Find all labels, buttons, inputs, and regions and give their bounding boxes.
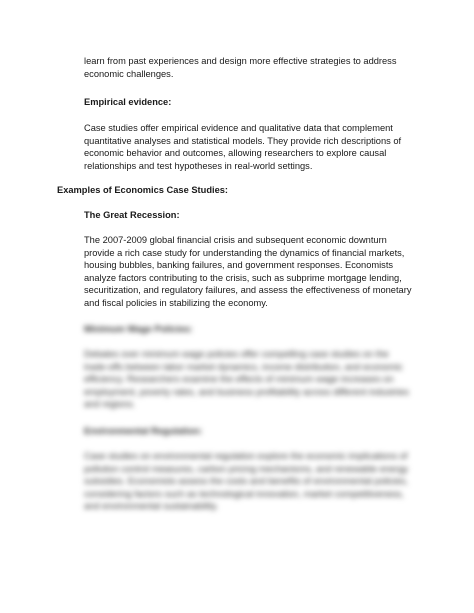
great-recession-heading: The Great Recession: — [84, 210, 180, 220]
environmental-regulation-heading: Environmental Regulation: — [84, 426, 203, 436]
minimum-wage-paragraph: Debates over minimum wage policies offer compelling case studies on the trade-offs between labor market dynamics, income distribution, and economic efficiency. Researchers examine the effects of minimum wage increases on employment, poverty rates, and business profitability across different industries and regions. — [84, 349, 409, 410]
intro-continuation-paragraph: learn from past experiences and design more effective strategies to address economic challenges. — [84, 56, 397, 79]
empirical-evidence-paragraph: Case studies offer empirical evidence and qualitative data that complement quantitative analyses and statistical models. They provide rich descriptions of economic behavior and outcomes, allowing researchers to explore causal relationships and test hypotheses in real-world settings. — [84, 123, 402, 171]
environmental-regulation-paragraph: Case studies on environmental regulation explore the economic implications of pollution control measures, carbon pricing mechanisms, and renewable energy subsidies. Economists assess the costs and benefits of environmental policies, considering factors such as technological innovation, market competitiveness, and environmental sustainability. — [84, 451, 409, 512]
minimum-wage-heading: Minimum Wage Policies: — [84, 324, 193, 334]
great-recession-paragraph: The 2007-2009 global financial crisis and subsequent economic downturn provide a rich case study for understanding the dynamics of financial markets, housing bubbles, banking failures, and government responses. Economists analyze factors contributing to the crisis, such as subprime mortgage lending, securitization, and regulatory failures, and assess the effectiveness of monetary and fiscal policies in stabilizing the economy. — [84, 235, 412, 308]
empirical-evidence-heading: Empirical evidence: — [84, 97, 172, 107]
examples-section-heading: Examples of Economics Case Studies: — [57, 185, 229, 195]
